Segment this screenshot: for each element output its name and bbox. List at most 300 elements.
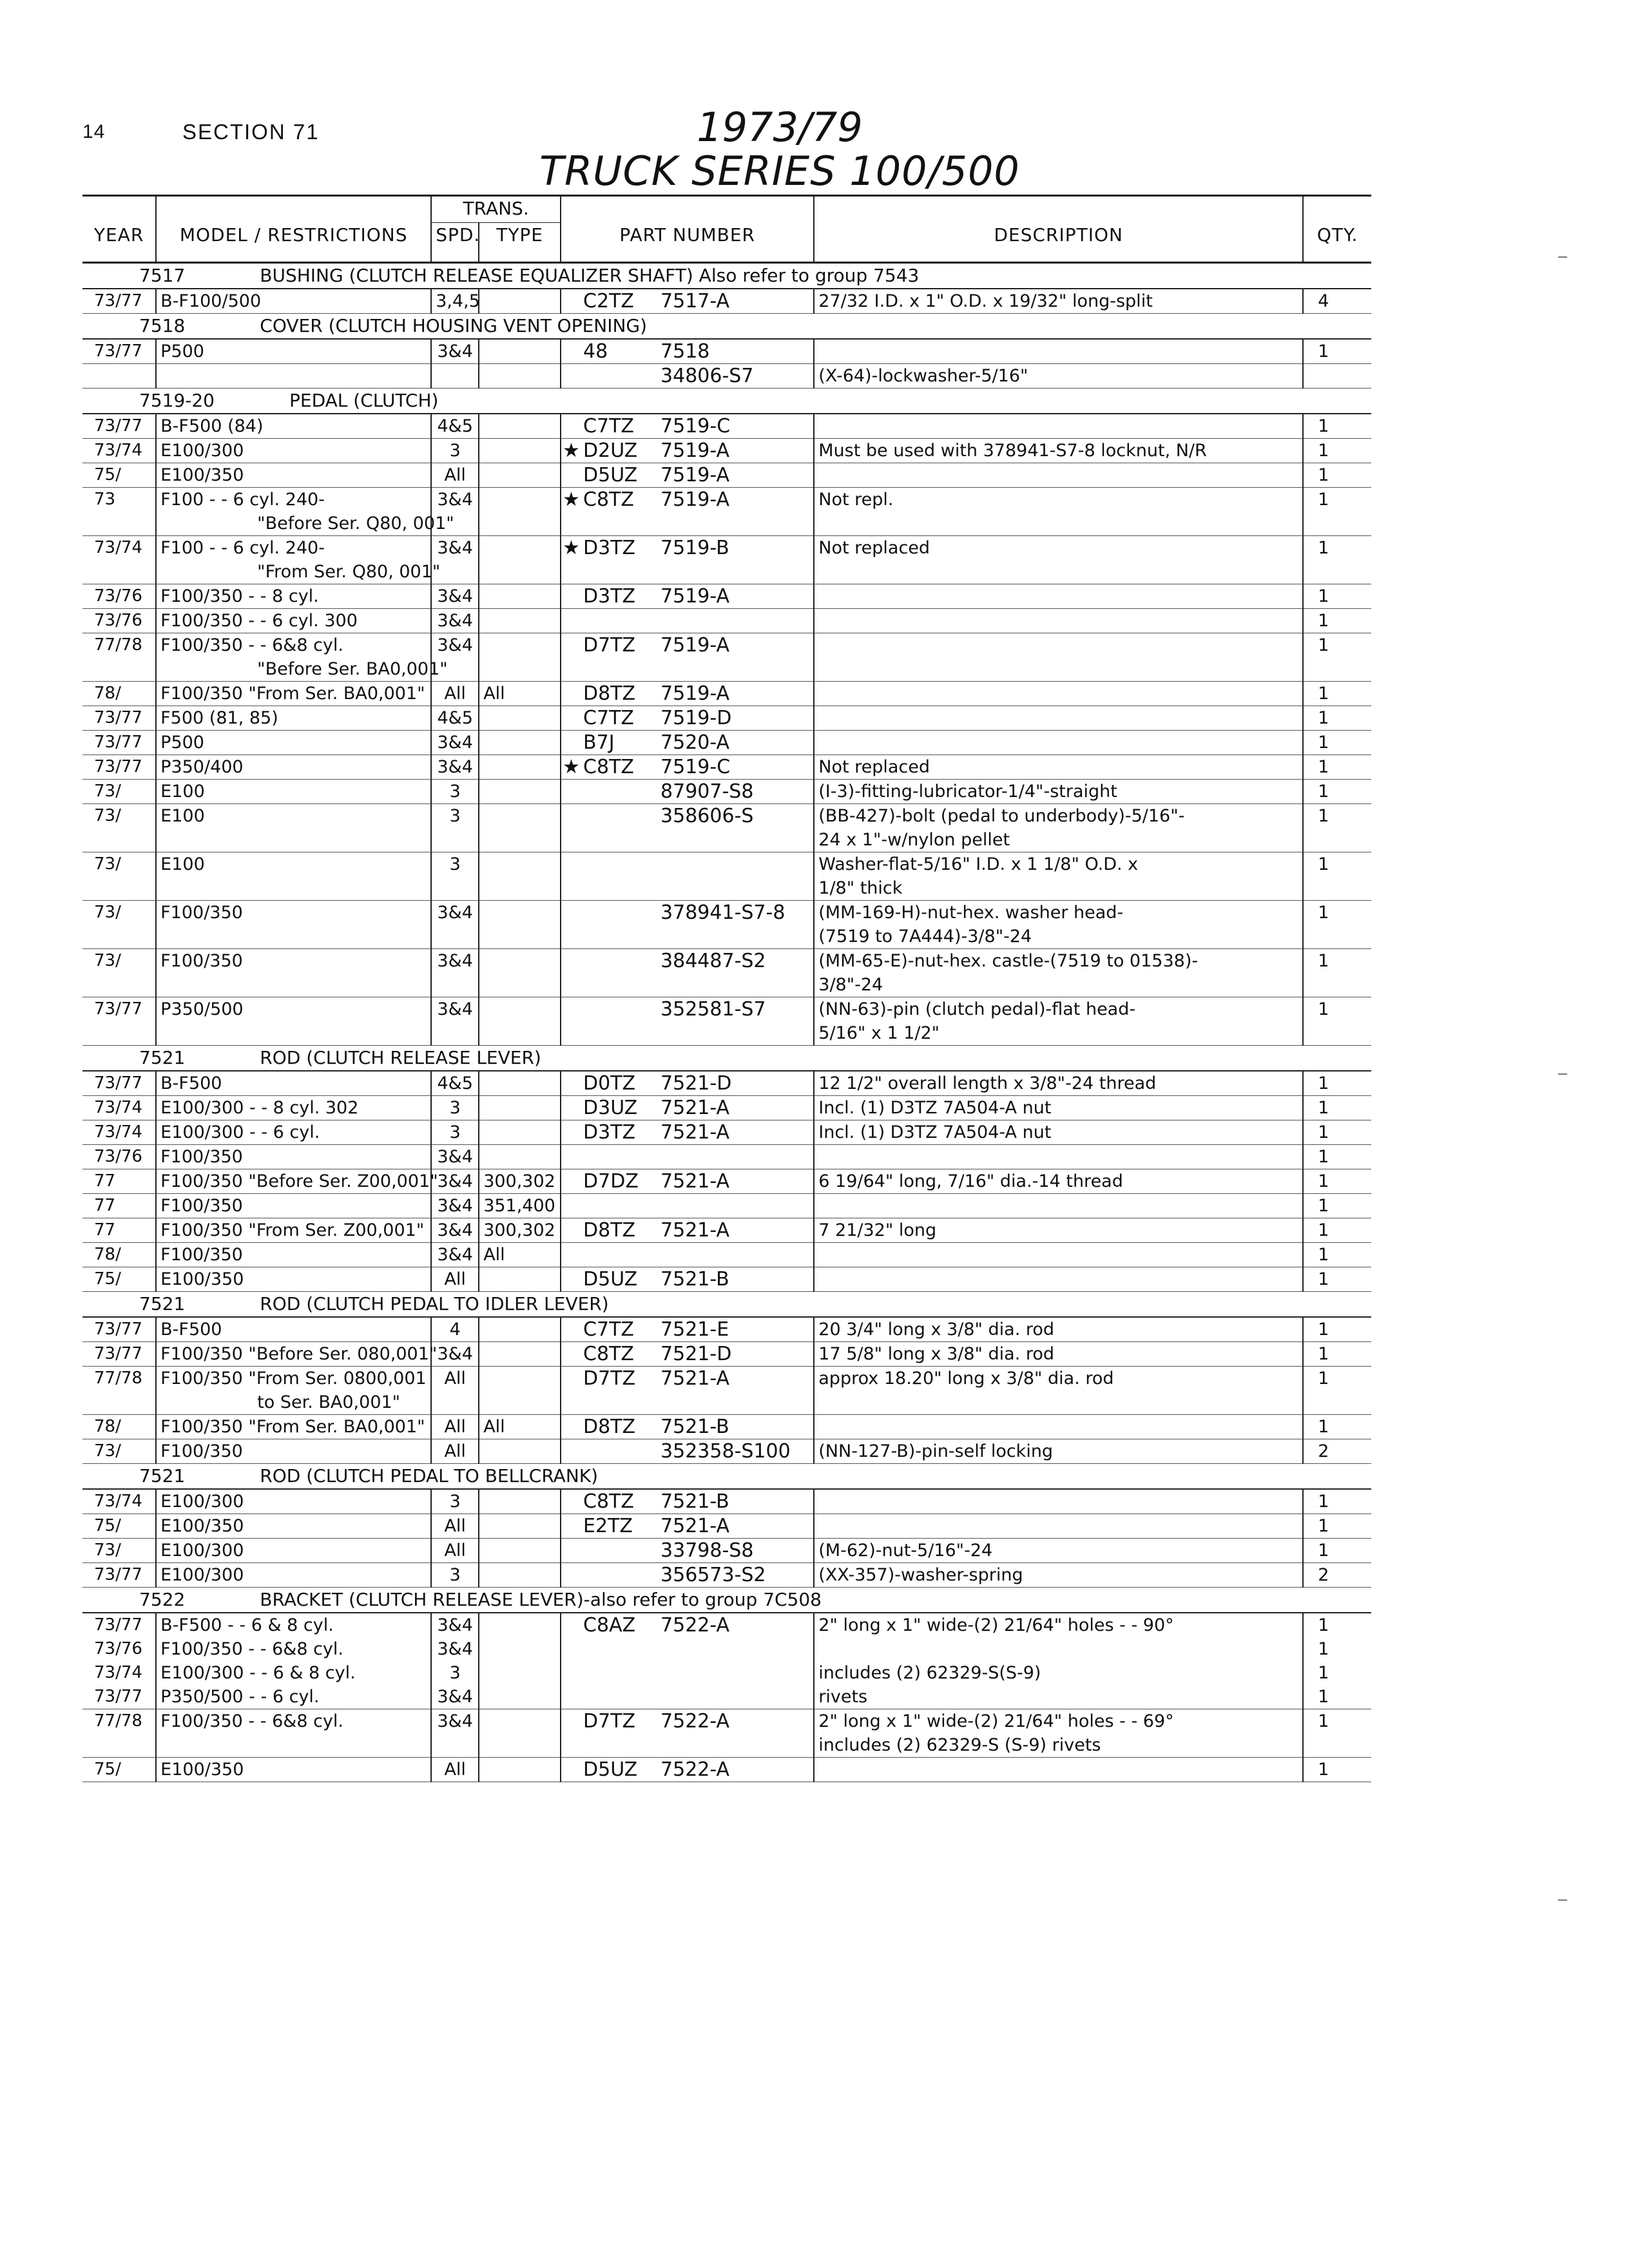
parts-table [82, 195, 1371, 1782]
part-number: 7521-B [660, 1268, 729, 1291]
description-cell [814, 1709, 1303, 1758]
part-row [82, 584, 1371, 609]
header-spacer [82, 196, 156, 223]
margin-tick [1558, 1073, 1567, 1075]
year-cell: 78/ [82, 1415, 156, 1439]
part-row [82, 1563, 1371, 1588]
year-cell: 73/ [82, 804, 156, 852]
part-number: 7521-A [660, 1367, 730, 1390]
model-text: F100/350 [160, 1245, 243, 1265]
qty-cell: 1 [1303, 949, 1371, 997]
description-cell [814, 780, 1303, 804]
part-number: 7521-A [660, 1515, 730, 1537]
type-cell [479, 852, 561, 901]
year-cell: 78/ [82, 682, 156, 706]
model-cell [156, 1685, 431, 1709]
description-cell [814, 536, 1303, 584]
spd-cell: 3,4,5 [431, 289, 479, 314]
description-text: rivets [818, 1687, 868, 1707]
part-number-cell [561, 780, 814, 804]
model-cell [156, 1120, 431, 1145]
spd-cell: 4&5 [431, 414, 479, 439]
spd-cell: 3&4 [431, 949, 479, 997]
part-prefix: D2UZ [583, 439, 638, 462]
part-row [82, 706, 1371, 731]
model-text: F100/350 - - 6&8 cyl. [160, 1639, 343, 1659]
model-cell [156, 1758, 431, 1782]
part-row [82, 1169, 1371, 1194]
part-row [82, 1709, 1371, 1758]
part-row [82, 1661, 1371, 1685]
spd-cell: All [431, 1514, 479, 1539]
year-cell: 73/76 [94, 1639, 142, 1658]
type-cell [479, 414, 561, 439]
model-cell [156, 1709, 431, 1758]
spd-cell: All [431, 1539, 479, 1563]
spd-cell: 3&4 [431, 1637, 479, 1661]
qty-cell: 1 [1303, 488, 1371, 536]
description-cell [814, 901, 1303, 949]
spd-cell: All [431, 1439, 479, 1464]
description-text: 6 19/64" long, 7/16" dia.-14 thread [818, 1171, 1123, 1191]
part-row [82, 901, 1371, 949]
year-cell: 73/77 [82, 706, 156, 731]
description-text: Incl. (1) D3TZ 7A504-A nut [818, 1122, 1052, 1142]
type-cell [479, 949, 561, 997]
type-cell [479, 1637, 561, 1661]
group-header-row [82, 389, 1371, 414]
qty-cell: 1 [1303, 682, 1371, 706]
group-number: 7522 [139, 1589, 186, 1610]
qty-cell: 1 [1303, 339, 1371, 364]
spd-cell: 3&4 [431, 488, 479, 536]
group-header-row [82, 1292, 1371, 1318]
part-number: 378941-S7-8 [660, 901, 786, 924]
description-cell [814, 1071, 1303, 1096]
year-cell: 73/ [82, 949, 156, 997]
spd-cell: 3 [431, 1120, 479, 1145]
part-prefix: 48 [583, 340, 608, 363]
qty-cell: 1 [1303, 1539, 1371, 1563]
part-row [82, 1071, 1371, 1096]
description-text: 27/32 I.D. x 1" O.D. x 19/32" long-split [818, 291, 1153, 311]
spd-cell: 3 [431, 439, 479, 463]
spd-cell: 3&4 [431, 1218, 479, 1243]
col-header-part: PART NUMBER [561, 223, 814, 263]
description-continued: 5/16" x 1 1/2" [818, 1023, 940, 1043]
qty-cell: 1 [1303, 1489, 1371, 1514]
qty-cell: 1 [1303, 755, 1371, 780]
part-row [82, 1514, 1371, 1539]
model-cell [156, 1415, 431, 1439]
year-cell: 75/ [82, 1758, 156, 1782]
part-prefix: C7TZ [583, 1318, 634, 1341]
group-header-row [82, 263, 1371, 289]
type-cell [479, 1367, 561, 1415]
description-cell [814, 682, 1303, 706]
part-prefix: C8TZ [583, 488, 634, 511]
model-cell [156, 1539, 431, 1563]
year-cell: 73/77 [82, 755, 156, 780]
part-row [82, 1758, 1371, 1782]
model-text: E100/350 [160, 465, 244, 485]
qty-cell: 1 [1303, 1613, 1371, 1637]
description-text: (X-64)-lockwasher-5/16" [818, 366, 1028, 386]
model-text: F100 - - 6 cyl. 240- [160, 490, 325, 510]
model-text: B-F100/500 [160, 291, 262, 311]
type-cell [479, 463, 561, 488]
model-cell [156, 804, 431, 852]
spd-cell: 3&4 [431, 1145, 479, 1169]
model-text: E100/300 [160, 1565, 244, 1585]
part-number: 7519-C [660, 756, 731, 778]
type-cell: 300,302 [479, 1218, 561, 1243]
group-header [82, 1588, 1371, 1613]
description-text: 2" long x 1" wide-(2) 21/64" holes - - 69° [818, 1711, 1174, 1731]
qty-cell: 1 [1303, 1071, 1371, 1096]
group-title: BUSHING (CLUTCH RELEASE EQUALIZER SHAFT) Also refer to group 7543 [260, 265, 920, 286]
part-prefix: D5UZ [583, 1268, 638, 1291]
model-cell [156, 488, 454, 536]
group-title: BRACKET (CLUTCH RELEASE LEVER)-also refer to group 7C508 [260, 1589, 822, 1610]
model-text: E100 [160, 854, 205, 874]
year-cell: 73/77 [82, 1317, 156, 1342]
description-cell [814, 1661, 1303, 1685]
part-row [82, 997, 1371, 1046]
part-prefix: D3TZ [583, 585, 636, 608]
type-cell: 351,400 [479, 1194, 561, 1218]
type-cell [479, 633, 561, 682]
part-row [82, 488, 1371, 536]
type-cell [479, 339, 561, 364]
description-cell [814, 364, 1303, 389]
spd-cell: 3 [431, 804, 479, 852]
part-number-cell [561, 1145, 814, 1169]
type-cell [479, 488, 561, 536]
model-text: P350/400 [160, 757, 244, 777]
year-cell: 77 [82, 1218, 156, 1243]
model-text: E100/300 [160, 1541, 244, 1561]
description-cell [814, 463, 1303, 488]
part-number: 7521-A [660, 1219, 730, 1242]
description-text: (XX-357)-washer-spring [818, 1565, 1023, 1585]
model-text: E100/300 [160, 1492, 244, 1512]
group-number: 7517 [139, 265, 186, 286]
model-cell [156, 414, 431, 439]
model-cell [156, 1317, 431, 1342]
part-number: 7519-A [660, 585, 730, 608]
qty-cell: 1 [1303, 633, 1371, 682]
part-number-cell [561, 1243, 814, 1267]
part-number-cell [561, 804, 814, 852]
qty-cell: 1 [1303, 1194, 1371, 1218]
model-restriction: "From Ser. Q80, 001" [257, 562, 441, 582]
part-number: 7521-D [660, 1072, 732, 1095]
col-header-model: MODEL / RESTRICTIONS [156, 223, 431, 263]
part-number-cell [561, 852, 814, 901]
part-number: 7519-A [660, 634, 730, 657]
group-header-row [82, 1464, 1371, 1490]
part-number-cell [561, 1267, 814, 1292]
model-cell [156, 1367, 431, 1415]
description-continued: includes (2) 62329-S (S-9) rivets [818, 1735, 1101, 1755]
model-cell [156, 1342, 438, 1367]
model-cell [156, 1661, 431, 1685]
model-text: F100/350 [160, 951, 243, 971]
part-row [82, 414, 1371, 439]
part-number: 384487-S2 [660, 950, 766, 972]
part-prefix: D3TZ [583, 1121, 636, 1144]
model-text: E100 [160, 782, 205, 802]
description-cell [814, 339, 1303, 364]
qty-cell: 1 [1303, 414, 1371, 439]
model-cell [156, 780, 431, 804]
part-prefix: C7TZ [583, 415, 634, 437]
part-number: 356573-S2 [660, 1564, 766, 1586]
model-restriction: "Before Ser. Q80, 001" [257, 514, 454, 533]
model-text: F100/350 [160, 1441, 243, 1461]
part-number: 7522-A [660, 1710, 730, 1733]
description-text: 2" long x 1" wide-(2) 21/64" holes - - 90° [818, 1615, 1174, 1635]
type-cell [479, 997, 561, 1046]
year-cell: 73/77 [82, 1342, 156, 1367]
description-cell [814, 584, 1303, 609]
description-text: Not replaced [818, 757, 930, 777]
part-number-cell [561, 463, 814, 488]
model-text: F100/350 [160, 903, 243, 923]
part-number-cell [561, 1096, 814, 1120]
group-title: PEDAL (CLUTCH) [289, 390, 439, 411]
year-cell: 73/77 [82, 339, 156, 364]
model-text: P350/500 - - 6 cyl. [160, 1687, 320, 1707]
year-cell: 73/77 [82, 997, 156, 1046]
part-row [82, 289, 1371, 314]
part-number-cell [561, 289, 814, 314]
part-number: 7519-C [660, 415, 731, 437]
group-number: 7521 [139, 1047, 186, 1068]
type-cell [479, 364, 561, 389]
model-cell [156, 949, 431, 997]
model-cell [156, 1613, 431, 1637]
model-cell [156, 289, 431, 314]
description-cell [814, 1243, 1303, 1267]
qty-cell: 1 [1303, 1145, 1371, 1169]
part-number: 7521-D [660, 1343, 732, 1365]
year-cell [82, 364, 156, 389]
description-text: Washer-flat-5/16" I.D. x 1 1/8" O.D. x [818, 854, 1139, 874]
type-cell [479, 584, 561, 609]
page-number: 14 [82, 121, 106, 142]
part-number: 7522-A [660, 1614, 730, 1637]
part-number-cell [561, 731, 814, 755]
part-number-cell [561, 364, 814, 389]
spd-cell: 3 [431, 1489, 479, 1514]
part-number: 7519-A [660, 464, 730, 486]
part-number-cell [561, 1563, 814, 1588]
description-text: 20 3/4" long x 3/8" dia. rod [818, 1320, 1055, 1340]
part-prefix: D8TZ [583, 682, 636, 705]
description-text: (NN-127-B)-pin-self locking [818, 1441, 1054, 1461]
part-row [82, 1120, 1371, 1145]
part-prefix: D7TZ [583, 634, 636, 657]
model-cell [156, 1218, 431, 1243]
group-number: 7518 [139, 315, 186, 336]
description-cell [814, 1637, 1303, 1661]
model-cell [156, 682, 431, 706]
part-row [82, 804, 1371, 852]
part-number-cell [561, 1489, 814, 1514]
title-years: 1973/79 [697, 104, 863, 151]
type-cell: All [479, 1415, 561, 1439]
qty-cell [1303, 364, 1371, 389]
part-row [82, 1685, 1371, 1709]
group-header [82, 1046, 1371, 1072]
col-header-year: YEAR [82, 223, 156, 263]
part-prefix: C8AZ [583, 1614, 636, 1637]
part-row [82, 780, 1371, 804]
part-number: 33798-S8 [660, 1539, 754, 1562]
spd-cell: 3&4 [431, 1169, 479, 1194]
spd-cell: All [431, 1415, 479, 1439]
part-number-cell [561, 1439, 814, 1464]
part-number-cell [561, 755, 814, 780]
group-header [82, 389, 1371, 414]
part-number: 352358-S100 [660, 1440, 791, 1463]
description-cell [814, 414, 1303, 439]
spd-cell: 3&4 [431, 609, 479, 633]
model-restriction: to Ser. BA0,001" [257, 1392, 401, 1412]
part-number-cell [561, 1758, 814, 1782]
col-header-qty: QTY. [1303, 223, 1371, 263]
description-text: 17 5/8" long x 3/8" dia. rod [818, 1344, 1055, 1364]
year-cell: 73/77 [82, 731, 156, 755]
year-cell: 77/78 [82, 1709, 156, 1758]
model-text: B-F500 [160, 1320, 222, 1340]
part-prefix: C7TZ [583, 707, 634, 729]
part-number-cell [561, 901, 814, 949]
description-continued: 24 x 1"-w/nylon pellet [818, 830, 1010, 850]
model-cell [156, 339, 431, 364]
model-cell [156, 1096, 431, 1120]
model-cell [156, 755, 431, 780]
group-header-row [82, 1046, 1371, 1072]
part-number: 7517-A [660, 290, 730, 312]
model-text: E100/300 - - 8 cyl. 302 [160, 1098, 359, 1118]
model-cell [156, 706, 431, 731]
part-number-cell [561, 1661, 814, 1685]
year-cell: 73/77 [82, 1563, 156, 1588]
type-cell: All [479, 682, 561, 706]
year-cell: 73/74 [82, 1096, 156, 1120]
description-cell [814, 1194, 1303, 1218]
spd-cell: All [431, 682, 479, 706]
year-cell: 73/74 [82, 1489, 156, 1514]
col-header-spd: SPD. [431, 223, 479, 263]
description-continued: 3/8"-24 [818, 975, 883, 995]
part-number-cell [561, 706, 814, 731]
qty-cell: 1 [1303, 439, 1371, 463]
part-row [82, 1367, 1371, 1415]
year-cell: 77/78 [82, 1367, 156, 1415]
qty-cell: 1 [1303, 1218, 1371, 1243]
part-number: 7522-A [660, 1758, 730, 1781]
part-number-cell [561, 1071, 814, 1096]
model-cell [156, 1169, 438, 1194]
part-number: 87907-S8 [660, 780, 754, 803]
model-cell [156, 1071, 431, 1096]
part-row [82, 1096, 1371, 1120]
description-cell [814, 1342, 1303, 1367]
description-cell [814, 997, 1303, 1046]
part-number: 34806-S7 [660, 365, 754, 387]
year-cell: 73/ [82, 780, 156, 804]
description-cell [814, 804, 1303, 852]
model-cell [156, 1439, 431, 1464]
description-cell [814, 1613, 1303, 1637]
part-prefix: D0TZ [583, 1072, 636, 1095]
year-cell: 77 [82, 1194, 156, 1218]
part-row [82, 1613, 1371, 1637]
parts-body [82, 263, 1371, 1782]
spd-cell: 3&4 [431, 755, 479, 780]
part-row [82, 731, 1371, 755]
model-text: F100/350 "Before Ser. Z00,001" [160, 1171, 438, 1191]
description-text: approx 18.20" long x 3/8" dia. rod [818, 1369, 1114, 1389]
model-text: F100/350 "From Ser. BA0,001" [160, 1417, 425, 1437]
spd-cell: 3&4 [431, 1685, 479, 1709]
qty-cell: 1 [1303, 1342, 1371, 1367]
model-text: F100/350 - - 6&8 cyl. [160, 1711, 343, 1731]
model-text: F500 (81, 85) [160, 708, 278, 728]
qty-cell: 1 [1303, 1685, 1371, 1709]
model-cell [156, 1243, 431, 1267]
part-number-cell [561, 1415, 814, 1439]
model-text: F100/350 "From Ser. Z00,001" [160, 1220, 425, 1240]
model-cell [156, 997, 431, 1046]
part-row [82, 755, 1371, 780]
description-cell [814, 706, 1303, 731]
part-number-cell [561, 536, 814, 584]
description-cell [814, 609, 1303, 633]
model-cell [156, 1563, 431, 1588]
part-prefix: C2TZ [583, 290, 634, 312]
type-cell [479, 1342, 561, 1367]
model-text: E100/350 [160, 1516, 244, 1536]
model-text: B-F500 - - 6 & 8 cyl. [160, 1615, 334, 1635]
type-cell [479, 1539, 561, 1563]
year-cell: 78/ [82, 1243, 156, 1267]
description-cell [814, 1539, 1303, 1563]
description-cell [814, 439, 1303, 463]
spd-cell: 4 [431, 1317, 479, 1342]
type-cell [479, 1096, 561, 1120]
star-icon: ★ [563, 488, 580, 511]
spd-cell: 3 [431, 780, 479, 804]
year-cell: 73/ [82, 1439, 156, 1464]
model-text: F100/350 - - 8 cyl. [160, 586, 319, 606]
qty-cell: 1 [1303, 536, 1371, 584]
year-cell: 73/77 [82, 1071, 156, 1096]
spd-cell: 3&4 [431, 901, 479, 949]
part-row [82, 1317, 1371, 1342]
description-cell [814, 1218, 1303, 1243]
type-cell [479, 609, 561, 633]
year-cell: 73/76 [82, 609, 156, 633]
part-number: 7521-B [660, 1416, 729, 1438]
model-cell [156, 536, 441, 584]
description-cell [814, 1096, 1303, 1120]
part-number: 7521-A [660, 1097, 730, 1119]
